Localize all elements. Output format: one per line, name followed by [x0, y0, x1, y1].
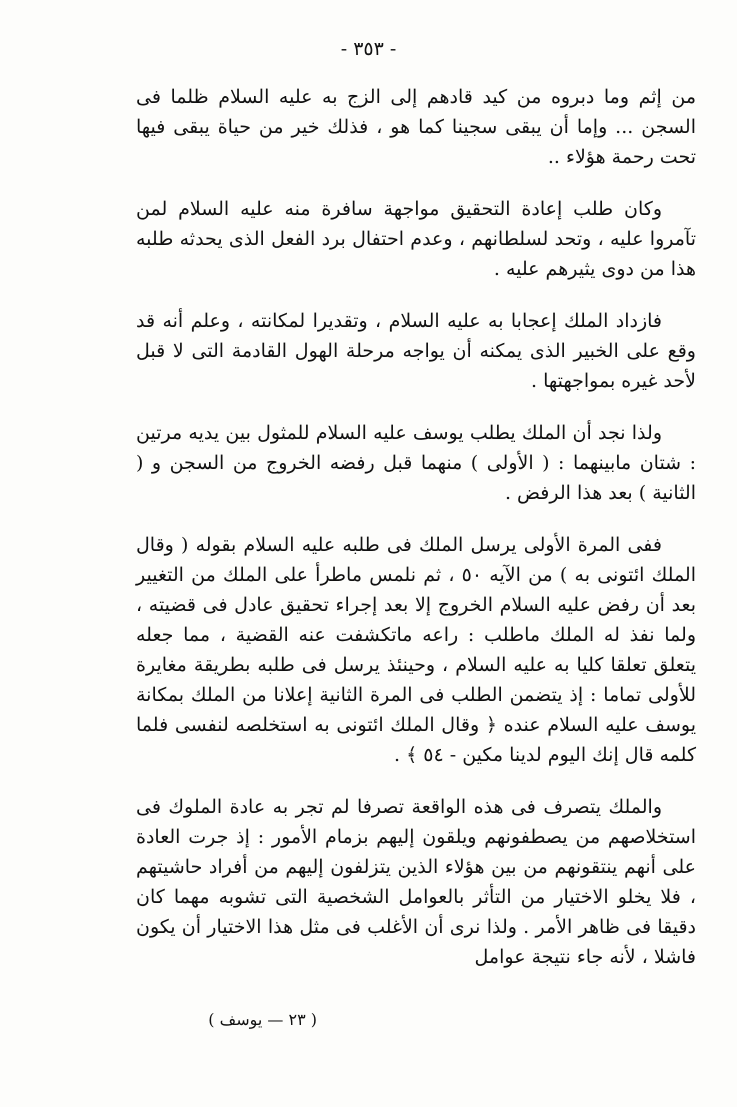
signature-mark: ( ٢٣ — يوسف ) — [208, 1010, 317, 1029]
page-number: - ٣٥٣ - — [340, 38, 397, 60]
page-body — [136, 82, 696, 994]
paragraph: والملك يتصرف فى هذه الواقعة تصرفا لم تجر به عادة الملوك فى استخلاصهم من يصطفونهم ويلقون إليهم بزمام الأمور : إذ جرت العادة على أنهم ينتقونهم من بين هؤلاء الذين يتزلفون إليهم من أفراد حاشيتهم ، فلا يخلو الاختيار من التأثر بالعوامل الشخصية التى تشوبه مهما كان دقيقا فى ظاهر الأمر . ولذا نرى أن الأغلب فى مثل هذا الاختيار أن يكون فاشلا ، لأنه جاء نتيجة عوامل — [136, 796, 696, 968]
paragraph: من إثم وما دبروه من كيد قادهم إلى الزج به عليه السلام ظلما فى السجن ... وإما أن يبقى سجينا كما هو ، فذلك خير من حياة يبقى فيها تحت رحمة هؤلاء .. — [136, 86, 696, 168]
paragraph: ففى المرة الأولى يرسل الملك فى طلبه عليه السلام بقوله ( وقال الملك ائتونى به ) من الآيه ٥٠ ، ثم نلمس ماطرأ على الملك من التغيير بعد أن رفض عليه السلام الخروج إلا بعد إجراء تحقيق عادل فى قضيته ، ولما نفذ له الملك ماطلب : راعه ماتكشفت عنه القضية ، مما جعله يتعلق تعلقا كليا به عليه السلام ، وحينئذ يرسل فى طلبه بطريقة مغايرة للأولى تماما : إذ يتضمن الطلب فى المرة الثانية إعلانا من الملك بمكانة يوسف عليه السلام عنده ﴿ وقال الملك ائتونى به استخلصه لنفسى فلما كلمه قال إنك اليوم لدينا مكين - ٥٤ ﴾ . — [136, 534, 696, 766]
paragraph: وكان طلب إعادة التحقيق مواجهة سافرة منه عليه السلام لمن تآمروا عليه ، وتحد لسلطانهم ، وعدم احتفال برد الفعل الذى يحدثه طلبه هذا من دوى يثيرهم عليه . — [136, 198, 696, 280]
paragraph: فازداد الملك إعجابا به عليه السلام ، وتقديرا لمكانته ، وعلم أنه قد وقع على الخبير الذى يمكنه أن يواجه مرحلة الهول القادمة التى لا قبل لأحد غيره بمواجهتها . — [136, 310, 696, 392]
paragraph: ولذا نجد أن الملك يطلب يوسف عليه السلام للمثول بين يديه مرتين : شتان مابينهما : ( الأولى ) منهما قبل رفضه الخروج من السجن و ( الثانية ) بعد هذا الرفض . — [136, 422, 696, 504]
